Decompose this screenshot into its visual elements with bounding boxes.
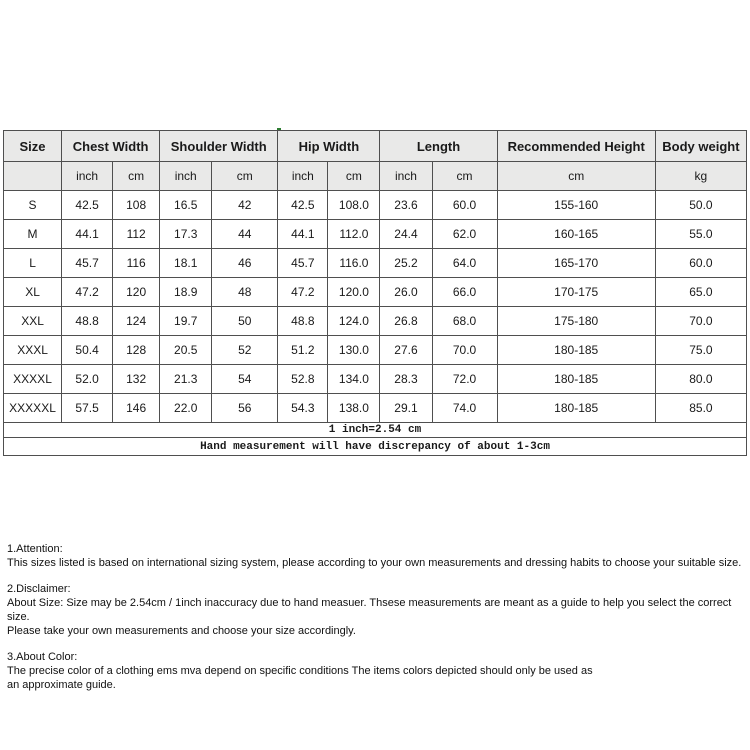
value-cell: 55.0 [655,220,746,249]
value-cell: 108 [113,191,160,220]
table-note-row [4,438,747,456]
value-cell: 52.0 [62,365,113,394]
header-group-row [4,131,747,162]
header-group-cell: Size [4,131,62,162]
value-cell: 74.0 [432,394,497,423]
value-cell: 54.3 [278,394,328,423]
note-line: Please take your own measurements and choose your size accordingly. [7,625,356,637]
size-cell: XL [4,278,62,307]
value-cell: 116 [113,249,160,278]
size-cell: M [4,220,62,249]
value-cell: 25.2 [380,249,432,278]
header-sub-cell: cm [212,162,278,191]
value-cell: 180-185 [497,336,655,365]
value-cell: 124.0 [328,307,380,336]
header-sub-cell: inch [160,162,212,191]
notes-section [7,582,747,638]
header-sub-cell: kg [655,162,746,191]
notes-block [7,542,747,704]
value-cell: 18.1 [160,249,212,278]
header-sub-cell: inch [380,162,432,191]
size-cell: XXXXXL [4,394,62,423]
value-cell: 26.0 [380,278,432,307]
value-cell: 120 [113,278,160,307]
value-cell: 64.0 [432,249,497,278]
value-cell: 21.3 [160,365,212,394]
value-cell: 146 [113,394,160,423]
header-sub-row [4,162,747,191]
value-cell: 16.5 [160,191,212,220]
note-line: This sizes listed is based on international sizing system, please according to your own measurements and dressing habits to choose your suitable size. [7,557,742,569]
value-cell: 112 [113,220,160,249]
table-header [4,131,747,191]
value-cell: 23.6 [380,191,432,220]
value-cell: 48 [212,278,278,307]
value-cell: 70.0 [655,307,746,336]
value-cell: 85.0 [655,394,746,423]
value-cell: 60.0 [655,249,746,278]
value-cell: 57.5 [62,394,113,423]
value-cell: 170-175 [497,278,655,307]
table-row [4,220,747,249]
size-cell: L [4,249,62,278]
table-row [4,394,747,423]
value-cell: 45.7 [278,249,328,278]
value-cell: 42.5 [278,191,328,220]
value-cell: 132 [113,365,160,394]
note-line: an approximate guide. [7,679,116,691]
value-cell: 17.3 [160,220,212,249]
value-cell: 42.5 [62,191,113,220]
size-cell: XXXXL [4,365,62,394]
value-cell: 65.0 [655,278,746,307]
value-cell: 50 [212,307,278,336]
value-cell: 26.8 [380,307,432,336]
value-cell: 175-180 [497,307,655,336]
value-cell: 130.0 [328,336,380,365]
value-cell: 51.2 [278,336,328,365]
notes-section [7,650,747,692]
header-sub-cell: cm [432,162,497,191]
value-cell: 160-165 [497,220,655,249]
table-row [4,191,747,220]
table-row [4,307,747,336]
value-cell: 120.0 [328,278,380,307]
value-cell: 45.7 [62,249,113,278]
table-note-row [4,423,747,438]
value-cell: 165-170 [497,249,655,278]
table-row [4,249,747,278]
value-cell: 19.7 [160,307,212,336]
value-cell: 44.1 [62,220,113,249]
note-line: About Size: Size may be 2.54cm / 1inch inaccuracy due to hand measuer. Thsese measurements are meant as a guide to help you select the correct size. [7,597,732,623]
value-cell: 60.0 [432,191,497,220]
size-cell: XXL [4,307,62,336]
header-sub-cell: inch [62,162,113,191]
header-group-cell: Recommended Height [497,131,655,162]
table-note-cell: 1 inch=2.54 cm [4,423,747,438]
value-cell: 47.2 [62,278,113,307]
header-group-cell: Shoulder Width [160,131,278,162]
value-cell: 116.0 [328,249,380,278]
header-group-cell: Hip Width [278,131,380,162]
value-cell: 54 [212,365,278,394]
header-sub-cell: cm [113,162,160,191]
value-cell: 22.0 [160,394,212,423]
value-cell: 50.4 [62,336,113,365]
value-cell: 66.0 [432,278,497,307]
value-cell: 18.9 [160,278,212,307]
value-cell: 48.8 [278,307,328,336]
size-cell: XXXL [4,336,62,365]
value-cell: 112.0 [328,220,380,249]
value-cell: 68.0 [432,307,497,336]
value-cell: 47.2 [278,278,328,307]
header-sub-cell: cm [497,162,655,191]
value-cell: 44 [212,220,278,249]
header-sub-cell [4,162,62,191]
value-cell: 29.1 [380,394,432,423]
value-cell: 20.5 [160,336,212,365]
header-sub-cell: inch [278,162,328,191]
notes-section [7,542,747,570]
value-cell: 70.0 [432,336,497,365]
value-cell: 80.0 [655,365,746,394]
value-cell: 108.0 [328,191,380,220]
size-cell: S [4,191,62,220]
note-heading: 2.Disclaimer: [7,583,71,595]
value-cell: 52 [212,336,278,365]
value-cell: 52.8 [278,365,328,394]
header-group-cell: Length [380,131,497,162]
value-cell: 62.0 [432,220,497,249]
value-cell: 46 [212,249,278,278]
note-heading: 1.Attention: [7,543,63,555]
value-cell: 24.4 [380,220,432,249]
note-heading: 3.About Color: [7,651,78,663]
header-group-cell: Chest Width [62,131,160,162]
note-line: The precise color of a clothing ems mva depend on specific conditions The items colors depicted should only be used as [7,665,593,677]
value-cell: 72.0 [432,365,497,394]
value-cell: 50.0 [655,191,746,220]
table-note-cell: Hand measurement will have discrepancy of about 1-3cm [4,438,747,456]
value-cell: 56 [212,394,278,423]
value-cell: 180-185 [497,394,655,423]
value-cell: 138.0 [328,394,380,423]
value-cell: 124 [113,307,160,336]
table-row [4,365,747,394]
value-cell: 134.0 [328,365,380,394]
header-group-cell: Body weight [655,131,746,162]
value-cell: 27.6 [380,336,432,365]
value-cell: 128 [113,336,160,365]
value-cell: 75.0 [655,336,746,365]
table-row [4,336,747,365]
value-cell: 180-185 [497,365,655,394]
value-cell: 42 [212,191,278,220]
size-chart-table [3,130,747,456]
table-row [4,278,747,307]
value-cell: 155-160 [497,191,655,220]
value-cell: 48.8 [62,307,113,336]
value-cell: 28.3 [380,365,432,394]
header-sub-cell: cm [328,162,380,191]
value-cell: 44.1 [278,220,328,249]
table-body [4,191,747,456]
